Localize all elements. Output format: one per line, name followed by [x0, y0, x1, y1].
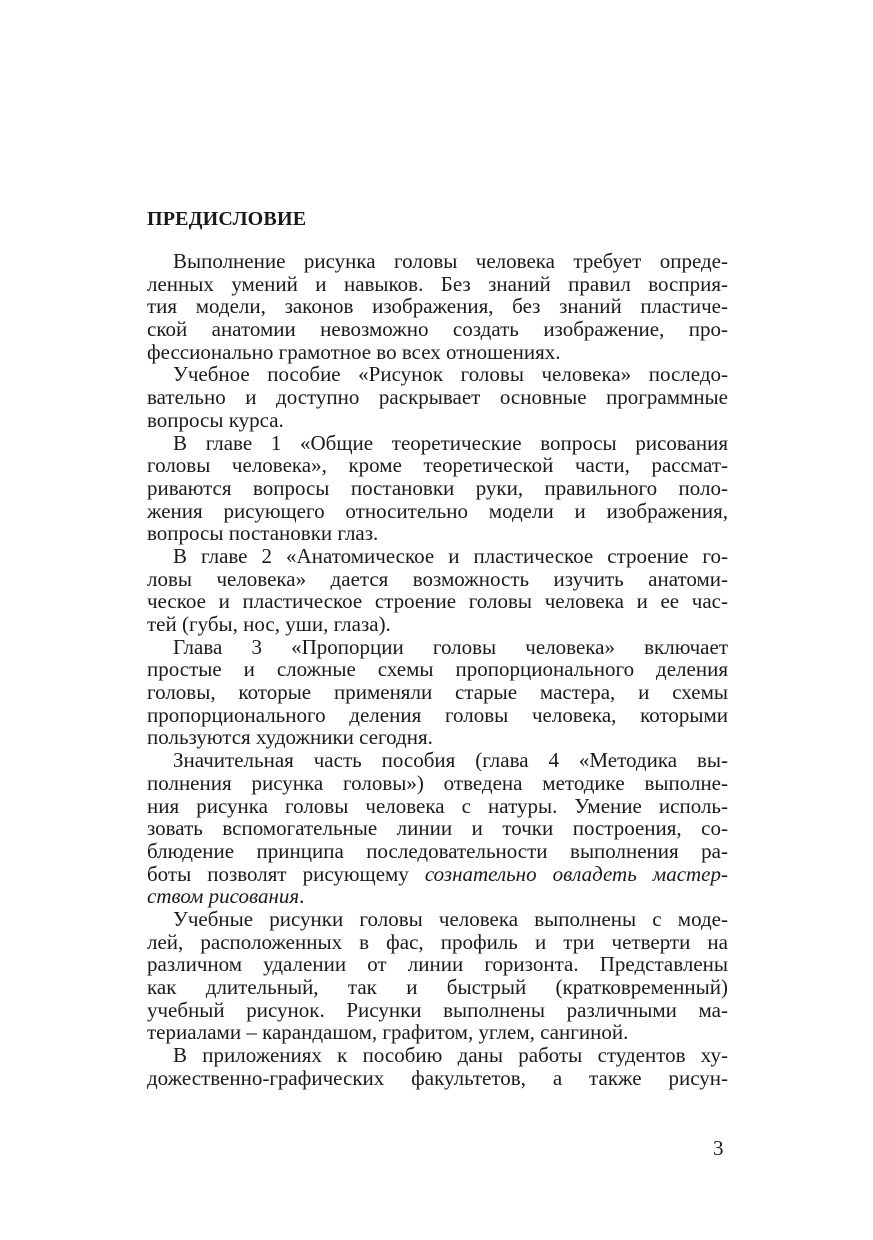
text-line [147, 704, 728, 727]
line-text: ческое и пластическое строение головы человека и ее час- [147, 589, 728, 614]
text-line [147, 341, 728, 364]
line-text: ленных умений и навыков. Без знаний правил восприя- [147, 271, 728, 296]
line-text: Выполнение рисунка головы человека требует опреде- [173, 249, 728, 273]
text-line [147, 817, 728, 840]
line-text: ния рисунка головы человека с натуры. Умение исполь- [147, 793, 728, 818]
text-line [147, 590, 728, 613]
text-line [147, 1044, 728, 1067]
line-text: Учебное пособие «Рисунок головы человека» последо- [173, 362, 728, 387]
line-text: полнения рисунка головы») отведена методике выполне- [147, 770, 728, 795]
line-text: боты позволят рисующему [147, 861, 425, 886]
line-text: дожественно-графических факультетов, а также рисун- [147, 1065, 728, 1090]
line-text: Значительная часть пособия (глава 4 «Методика вы- [173, 748, 728, 773]
text-line [147, 726, 728, 749]
text-line [147, 386, 728, 409]
text-line [147, 772, 728, 795]
line-text: В главе 2 «Анатомическое и пластическое строение го- [173, 543, 728, 568]
line-text: териалами – карандашом, графитом, углем, сангиной. [147, 1020, 629, 1045]
text-line [147, 749, 728, 772]
line-text: учебный рисунок. Рисунки выполнены различными ма- [147, 997, 728, 1022]
line-text: фессионально грамотное во всех отношениях. [147, 339, 561, 364]
line-text: . [299, 884, 305, 909]
line-text: вопросы постановки глаз. [147, 521, 379, 546]
text-line [147, 500, 728, 523]
line-text: вопросы курса. [147, 407, 284, 432]
line-text: тия модели, законов изображения, без знаний пластиче- [147, 294, 728, 319]
line-text: Глава 3 «Пропорции головы человека» включает [173, 634, 728, 659]
text-line [147, 568, 728, 591]
line-text: В приложениях к пособию даны работы студентов ху- [173, 1043, 728, 1068]
text-line [147, 545, 728, 568]
line-text: блюдение принципа последовательности выполнения ра- [147, 838, 728, 863]
line-text: лей, расположенных в фас, профиль и три четверти на [147, 929, 728, 954]
line-text: ловы человека» дается возможность изучить анатоми- [147, 566, 728, 591]
text-line [147, 477, 728, 500]
text-line [147, 613, 728, 636]
text-line [147, 863, 728, 886]
text-line [147, 363, 728, 386]
text-line [147, 250, 728, 273]
text-line [147, 908, 728, 931]
text-line [147, 295, 728, 318]
page-number: 3 [713, 1136, 724, 1160]
line-text: пропорционального деления головы человека, которыми [147, 702, 728, 727]
line-text: головы, которые применяли старые мастера, и схемы [147, 680, 728, 705]
italic-text: сознательно овладеть мастер- [424, 861, 728, 886]
text-line [147, 432, 728, 455]
line-text: головы человека», кроме теоретической части, рассмат- [147, 453, 728, 478]
text-line [147, 976, 728, 999]
text-line [147, 1021, 728, 1044]
text-line [147, 953, 728, 976]
text-line [147, 931, 728, 954]
line-text: риваются вопросы постановки руки, правильного поло- [147, 475, 728, 500]
text-line [147, 681, 728, 704]
text-line [147, 1067, 728, 1090]
line-text: как длительный, так и быстрый (кратковременный) [147, 975, 728, 999]
text-line [147, 658, 728, 681]
line-text: ской анатомии невозможно создать изображение, про- [147, 317, 728, 342]
line-text: зовать вспомогательные линии и точки построения, со- [147, 816, 728, 841]
line-text: В главе 1 «Общие теоретические вопросы рисования [173, 430, 728, 455]
text-line [147, 522, 728, 545]
body-text [147, 250, 728, 1089]
line-text: тей (губы, нос, уши, глаза). [147, 612, 391, 636]
page-heading: ПРЕДИСЛОВИЕ [147, 208, 307, 230]
line-text: вательно и доступно раскрывает основные программные [147, 385, 728, 410]
text-line [147, 454, 728, 477]
text-line [147, 636, 728, 659]
text-line [147, 840, 728, 863]
line-text: жения рисующего относительно модели и изображения, [147, 498, 728, 523]
line-text: Учебные рисунки головы человека выполнены с моде- [173, 906, 728, 931]
line-text: различном удалении от линии горизонта. Представлены [147, 952, 728, 977]
text-line [147, 999, 728, 1022]
text-line [147, 795, 728, 818]
text-line [147, 273, 728, 296]
italic-text: ством рисования [147, 884, 300, 909]
text-line [147, 409, 728, 432]
text-line [147, 318, 728, 341]
line-text: простые и сложные схемы пропорционального деления [147, 657, 728, 682]
text-line [147, 885, 728, 908]
line-text: пользуются художники сегодня. [147, 725, 433, 750]
